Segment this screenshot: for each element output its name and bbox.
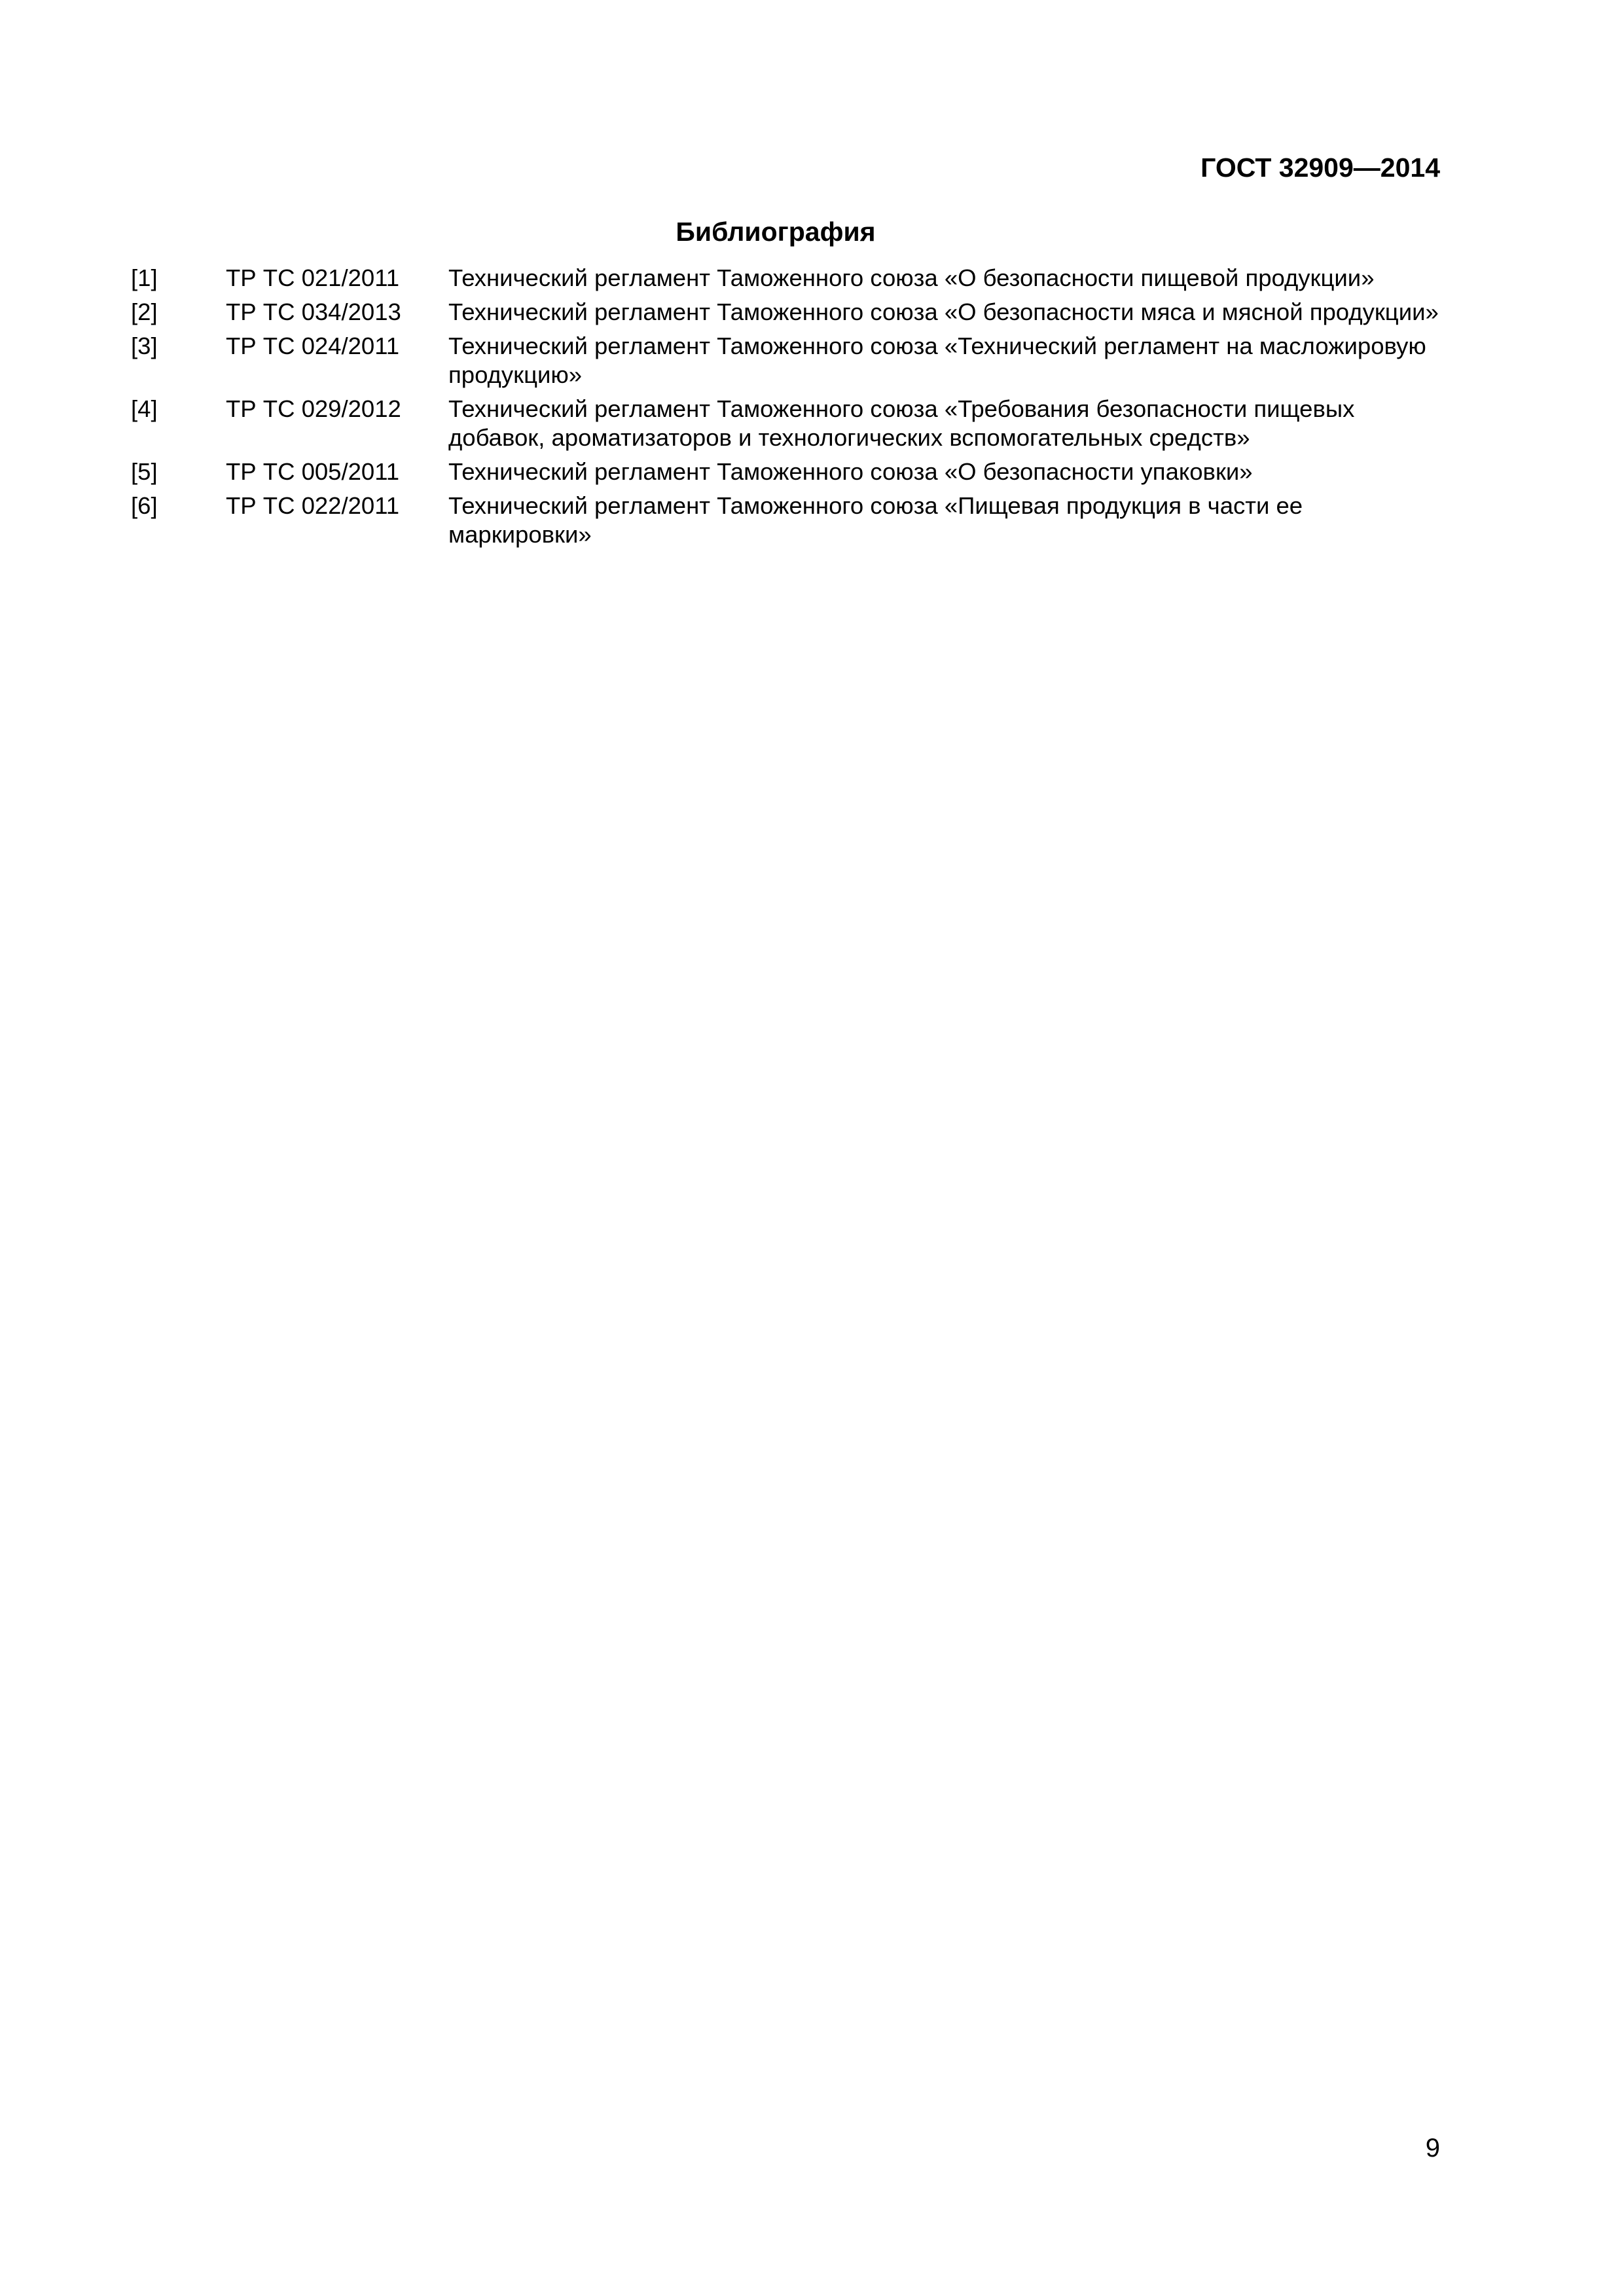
entry-text: Технический регламент Таможенного союза «О безопасности мяса и мясной продукции» bbox=[448, 298, 1439, 325]
entry-code: ТР ТС 022/2011 bbox=[226, 492, 400, 519]
entry-text: Технический регламент Таможенного союза «Технический регламент на масложировую продукцию» bbox=[448, 332, 1426, 388]
page-number: 9 bbox=[1425, 2134, 1440, 2162]
bibliography-entry bbox=[131, 298, 1447, 327]
bibliography-entry bbox=[131, 457, 1447, 486]
document-code: ГОСТ 32909—2014 bbox=[1200, 152, 1440, 183]
entry-number: [6] bbox=[131, 492, 158, 519]
entry-text: Технический регламент Таможенного союза «О безопасности пищевой продукции» bbox=[448, 264, 1375, 291]
entry-code: ТР ТС 029/2012 bbox=[226, 395, 401, 422]
entry-code: ТР ТС 021/2011 bbox=[226, 264, 400, 291]
bibliography-entry bbox=[131, 264, 1447, 293]
bibliography-entry bbox=[131, 492, 1447, 549]
entry-number: [4] bbox=[131, 395, 158, 422]
entry-code: ТР ТС 024/2011 bbox=[226, 332, 400, 359]
entry-code: ТР ТС 034/2013 bbox=[226, 298, 401, 325]
entry-number: [1] bbox=[131, 264, 158, 291]
bibliography-entry bbox=[131, 332, 1447, 389]
bibliography-list bbox=[131, 264, 1447, 554]
entry-text: Технический регламент Таможенного союза «О безопасности упаковки» bbox=[448, 458, 1253, 485]
entry-code: ТР ТС 005/2011 bbox=[226, 458, 400, 485]
entry-number: [5] bbox=[131, 458, 158, 485]
entry-number: [2] bbox=[131, 298, 158, 325]
entry-number: [3] bbox=[131, 332, 158, 359]
entry-text: Технический регламент Таможенного союза «Пищевая продукция в части ее маркировки» bbox=[448, 492, 1303, 548]
bibliography-title: Библиография bbox=[676, 217, 876, 247]
bibliography-entry bbox=[131, 395, 1447, 452]
entry-text: Технический регламент Таможенного союза «Требования безопасности пищевых добавок, ароматизаторов и технологических вспомогательных средств» bbox=[448, 395, 1355, 451]
